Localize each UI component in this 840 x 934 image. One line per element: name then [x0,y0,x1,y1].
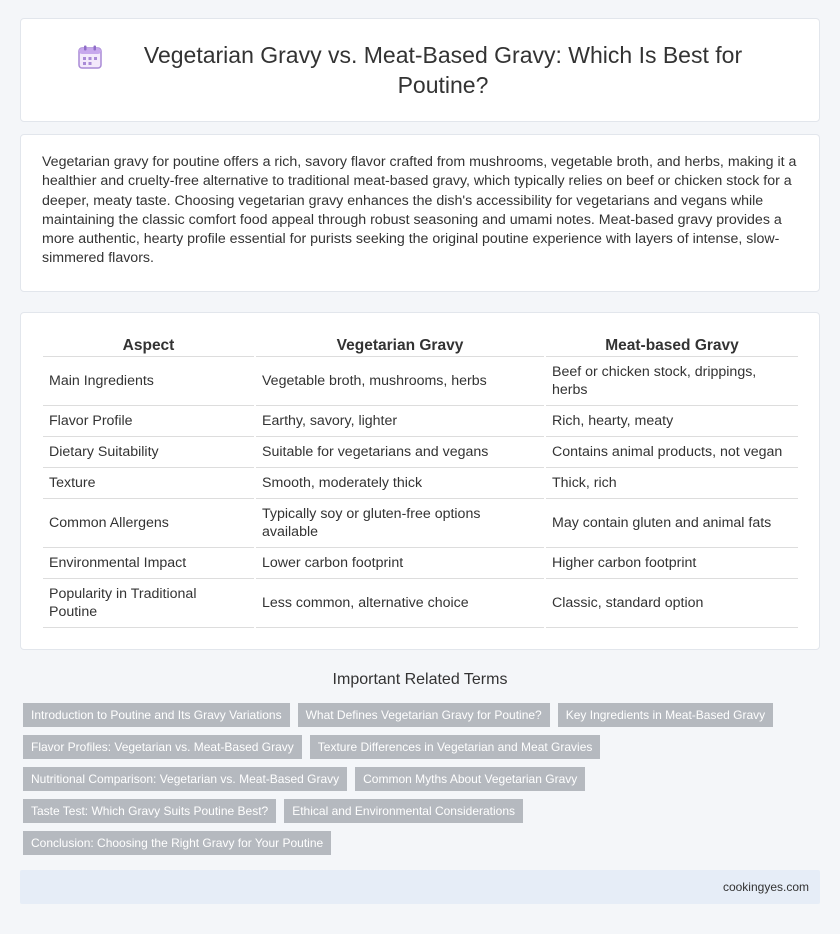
table-cell: Thick, rich [546,468,798,499]
footer-site-link[interactable]: cookingyes.com [722,880,809,894]
related-term-tag[interactable]: Common Myths About Vegetarian Gravy [355,767,585,791]
title-card [20,18,820,122]
page-title: Vegetarian Gravy vs. Meat-Based Gravy: Which Is Best for Poutine? [143,42,743,98]
table-cell: Higher carbon footprint [546,548,798,579]
table-row [43,468,798,499]
table-cell: Classic, standard option [546,579,798,628]
table-cell: Smooth, moderately thick [256,468,544,499]
related-term-tag[interactable]: Introduction to Poutine and Its Gravy Variations [23,703,290,727]
related-term-tag[interactable]: Texture Differences in Vegetarian and Meat Gravies [310,735,601,759]
table-cell: Dietary Suitability [43,437,254,468]
table-row [43,499,798,548]
table-cell: Lower carbon footprint [256,548,544,579]
table-row [43,437,798,468]
header-aspect: Aspect [43,333,254,357]
intro-text: Vegetarian gravy for poutine offers a rich, savory flavor crafted from mushrooms, vegetable broth, and herbs, making it a healthier and cruelty-free alternative to traditional meat-based gravy, which typically relies on beef or chicken stock for a deeper, meaty taste. Choosing vegetarian gravy enhances the dish's accessibility for vegetarians and vegans while maintaining the classic comfort food appeal through robust seasoning and umami notes. Meat-based gravy provides a more authentic, hearty profile essential for purists seeking the original poutine experience with layers of intense, slow-simmered flavors. [42,154,797,267]
table-cell: Flavor Profile [43,406,254,437]
table-cell: Rich, hearty, meaty [546,406,798,437]
table-cell: Earthy, savory, lighter [256,406,544,437]
table-cell: Typically soy or gluten-free options available [256,499,544,548]
table-cell: Beef or chicken stock, drippings, herbs [546,357,798,406]
related-term-tag[interactable]: Nutritional Comparison: Vegetarian vs. Meat-Based Gravy [23,767,347,791]
table-cell: Contains animal products, not vegan [546,437,798,468]
related-term-tag[interactable]: Flavor Profiles: Vegetarian vs. Meat-Based Gravy [23,735,302,759]
footer [20,870,820,904]
table-row [43,548,798,579]
header-meat-based-gravy: Meat-based Gravy [546,333,798,357]
related-term-tag[interactable]: Key Ingredients in Meat-Based Gravy [558,703,773,727]
calendar-icon [77,44,103,70]
table-header-row [43,333,798,357]
related-terms-title: Important Related Terms [332,671,508,688]
comparison-table-card [20,312,820,650]
table-cell: Common Allergens [43,499,254,548]
related-terms-tags [23,703,803,855]
related-term-tag[interactable]: Taste Test: Which Gravy Suits Poutine Best? [23,799,276,823]
table-row [43,406,798,437]
comparison-table [41,333,800,628]
related-term-tag[interactable]: Conclusion: Choosing the Right Gravy for Your Poutine [23,831,331,855]
table-cell: Environmental Impact [43,548,254,579]
related-term-tag[interactable]: What Defines Vegetarian Gravy for Poutine? [298,703,550,727]
related-term-tag[interactable]: Ethical and Environmental Considerations [284,799,523,823]
table-cell: Popularity in Traditional Poutine [43,579,254,628]
table-row [43,357,798,406]
table-cell: Vegetable broth, mushrooms, herbs [256,357,544,406]
table-cell: May contain gluten and animal fats [546,499,798,548]
table-row [43,579,798,628]
table-cell: Suitable for vegetarians and vegans [256,437,544,468]
header-vegetarian-gravy: Vegetarian Gravy [256,333,544,357]
table-cell: Main Ingredients [43,357,254,406]
intro-card [20,134,820,292]
title-wrap [77,40,763,100]
table-cell: Less common, alternative choice [256,579,544,628]
table-cell: Texture [43,468,254,499]
